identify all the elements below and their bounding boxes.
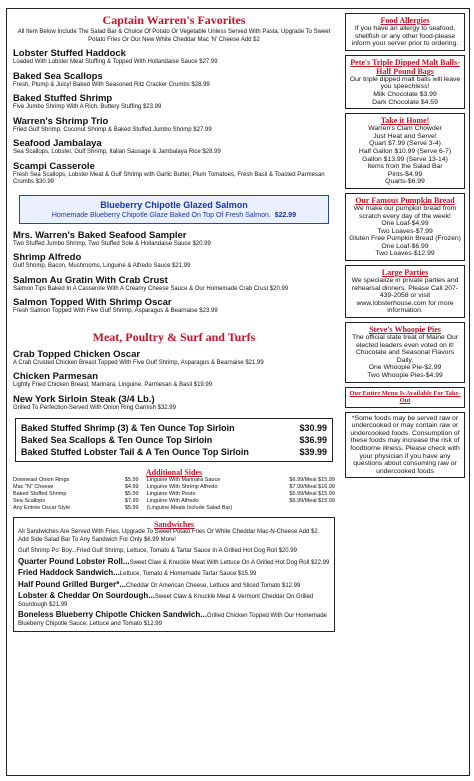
side-price: $5.99 xyxy=(124,477,139,483)
side-name: Downeast Onion Rings xyxy=(13,477,70,483)
sandwich-item xyxy=(18,581,330,591)
menu-item xyxy=(13,275,335,294)
side-name: Sea Scallops xyxy=(13,498,46,504)
allergies-text: If you have an allergy to seafood, shellfish or any other food-please inform your server prior to ordering. xyxy=(351,25,459,48)
menu-item-desc: Sea Scallops, Lobster, Gulf Shrimp, Italian Sausage & Jambalaya Rice $28.99 xyxy=(13,149,221,155)
menu-item-name: Baked Stuffed Shrimp xyxy=(13,93,113,104)
menu-item xyxy=(13,71,335,90)
menu-item-name: Crab Topped Chicken Oscar xyxy=(13,348,141,360)
info-line: Warren's Clam Chowder xyxy=(368,125,442,133)
special-title: Blueberry Chipotle Glazed Salmon xyxy=(100,199,248,210)
menu-item-desc: Gulf Shrimp, Bacon, Mushrooms, Linguine & Alfredo Sauce $21.99 xyxy=(13,263,191,269)
parties-title: Large Parties xyxy=(381,268,429,278)
side-row xyxy=(147,484,335,491)
info-line: Just Heat and Serve! xyxy=(373,132,437,140)
menu-item xyxy=(13,93,335,112)
menu-item xyxy=(13,161,335,187)
menu-item-desc: A Crab Crusted Chicken Breast Topped With Five Gulf Shrimp, Asparagus & Bearnaise $21.99 xyxy=(13,359,264,366)
menu-item-desc: Fresh Salmon Topped With Five Gulf Shrimp, Asparagus & Bearnaise $23.99 xyxy=(13,308,218,314)
malt-title: Pete's Triple Dipped Malt Balls-Half Pound Bags xyxy=(350,57,460,76)
sandwich-item xyxy=(18,592,330,609)
side-row xyxy=(147,505,335,512)
whoopie-title: Steve's Whoopie Pies xyxy=(369,325,441,335)
sandwich-desc: Sweet Claw & Knuckle Meat & Vermont Cheddar On Grilled Sourdough $21.99 xyxy=(18,594,314,608)
side-name: Linguine With Pesto xyxy=(146,491,196,497)
sandwich-item xyxy=(18,546,330,556)
allergies-title: Food Allergies xyxy=(380,16,430,25)
side-row xyxy=(13,498,139,505)
combo-price: $36.99 xyxy=(299,435,327,445)
whoopie-box xyxy=(345,322,465,383)
sandwich-name: Quarter Pound Lobster Roll... xyxy=(18,556,130,566)
info-line: We make our pumpkin bread from scratch every day of the week! xyxy=(353,204,457,220)
special-salmon-box xyxy=(19,195,329,224)
side-name: Linguine With Shrimp Alfredo xyxy=(146,484,218,490)
combo-name: Baked Stuffed Lobster Tail & A Ten Ounce Top Sirloin xyxy=(21,447,249,457)
malt-box xyxy=(345,55,465,109)
info-line: Pints-$4.99 xyxy=(387,170,423,178)
pumpkin-lines xyxy=(349,205,461,258)
whoopie-text: The official state treat of Maine Our elected leaders even voted on it! Chocolate and Seasonal Flavors Daily. xyxy=(351,334,459,364)
sides-right xyxy=(147,477,335,512)
combo-row xyxy=(21,446,327,458)
side-price: $6.99/Meal $15.99 xyxy=(289,477,335,483)
menu-item-name: Mrs. Warren's Baked Seafood Sampler xyxy=(13,229,187,241)
whoopie-lines xyxy=(349,364,461,379)
captain-title: Captain Warren's Favorites xyxy=(102,13,246,27)
side-name: Baked Stuffed Shrimp xyxy=(13,491,67,497)
side-row xyxy=(13,491,139,498)
side-row xyxy=(147,491,335,498)
pumpkin-box xyxy=(345,193,465,261)
sides-list xyxy=(13,477,335,512)
combo-price: $39.99 xyxy=(299,447,327,457)
malt-lines xyxy=(349,91,461,106)
menu-item xyxy=(13,230,335,249)
sandwich-name: Fried Haddock Sandwich... xyxy=(18,568,120,577)
captain-items xyxy=(13,48,335,187)
side-row xyxy=(13,477,139,484)
side-price: $4.99 xyxy=(124,484,139,490)
side-price: $6.99/Meal $15.99 xyxy=(289,498,335,504)
combo-name: Baked Stuffed Shrimp (3) & Ten Ounce Top Sirloin xyxy=(21,423,235,433)
sandwich-desc: Lettuce, Tomato & Homemade Tartar Sauce $15.99 xyxy=(119,571,257,577)
special-price: $22.99 xyxy=(274,211,297,219)
sandwich-items xyxy=(18,546,330,628)
parties-box xyxy=(345,265,465,318)
side-row xyxy=(147,477,335,484)
side-name: Linguine With Marinara Sauce xyxy=(146,477,221,483)
info-line: Half Gallon $10.99 (Serve 6-7) xyxy=(358,147,452,155)
combo-row xyxy=(21,434,327,446)
sandwich-name: Boneless Blueberry Chipotle Chicken Sandwich... xyxy=(18,610,207,619)
menu-item-name: Lobster Stuffed Haddock xyxy=(13,48,126,59)
warning-box xyxy=(345,412,465,479)
sandwich-name: Lobster & Cheddar On Sourdough... xyxy=(18,591,155,600)
menu-item-name: Warren's Shrimp Trio xyxy=(13,115,109,127)
sandwich-intro: All Sandwiches Are Served With Fries. Upgrade To Sweet Potato Fries Or White Cheddar Mac-N-Cheese Add $2. Add Side Salad Bar To Any Sandwich For Only $6.99 More! xyxy=(18,529,320,543)
menu-item-name: Salmon Au Gratin With Crab Crust xyxy=(13,274,168,286)
takeout-box xyxy=(345,387,465,408)
takehome-box xyxy=(345,113,465,189)
menu-page xyxy=(6,8,470,776)
side-name: Mac "N" Cheese xyxy=(13,484,54,490)
sandwich-title: Sandwiches xyxy=(153,520,194,529)
takehome-title: Take it Home! xyxy=(380,116,430,126)
info-line: Quarts-$6.99 xyxy=(385,178,425,186)
menu-item-desc: Grilled To Perfection-Served With Onion Ring Garnish $32.99 xyxy=(13,404,176,411)
side-price: $7.99/Meal $16.99 xyxy=(289,484,335,490)
menu-item xyxy=(13,297,335,316)
menu-item xyxy=(13,252,335,271)
captain-items-2 xyxy=(13,230,335,316)
info-line: One Whoopie Pie-$2.99 xyxy=(368,364,442,372)
sides-left xyxy=(13,477,139,512)
menu-item xyxy=(13,371,335,390)
parties-text: We specialize in private parties and rehearsal dinners. Please Call 207-439-2058 or visit www.lobsterhouse.com for more information. xyxy=(351,277,459,315)
combo-row xyxy=(21,422,327,434)
sandwich-item xyxy=(18,569,330,579)
side-row xyxy=(147,498,335,505)
menu-item-name: New York Sirloin Steak (3/4 Lb.) xyxy=(13,393,155,405)
menu-item-desc: Fresh Sea Scallops, Lobster Meat & Gulf Shrimp with Garlic Butter, Plum Tomatoes, Fresh Basil & Toasted Parmesan Crumbs $30.99 xyxy=(13,171,325,185)
info-line: Dark Chocolate $4.59 xyxy=(372,98,438,106)
side-name: (Linguine Meals Include Salad Bar) xyxy=(146,505,233,511)
malt-text: Our triple dipped malt balls will leave you speechless! xyxy=(349,75,461,91)
info-line: Items from the Salad Bar xyxy=(367,163,443,171)
menu-item-name: Baked Sea Scallops xyxy=(13,70,103,82)
sidebar xyxy=(345,13,465,482)
sandwich-item xyxy=(18,611,330,628)
sides-title: Additional Sides xyxy=(145,468,203,477)
menu-item xyxy=(13,394,335,413)
menu-item xyxy=(13,138,335,157)
info-line: Gluten Free Pumpkin Bread (Frozen) xyxy=(349,235,461,243)
meat-items xyxy=(13,349,335,413)
main-column xyxy=(13,13,335,632)
combo-name: Baked Sea Scallops & Ten Ounce Top Sirloin xyxy=(21,435,213,445)
takeout-title: Our Entire Menu Is Available For Take-Out xyxy=(349,389,461,405)
side-name: Any Entrée Oscar Style xyxy=(13,505,71,511)
menu-item xyxy=(13,116,335,135)
sandwich-desc: Gulf Shrimp Po' Boy...Fried Gulf Shrimp, Lettuce, Tomato & Tartar Sauce In A Grilled Hot Dog Roll $20.99 xyxy=(18,548,297,554)
side-row xyxy=(13,505,139,512)
sandwich-box xyxy=(13,517,335,632)
info-line: Two Loaves-$12.99 xyxy=(375,250,435,258)
menu-item-desc: Five Jumbo Shrimp With A Rich, Buttery Stuffing $23.99 xyxy=(13,104,162,110)
sandwich-item xyxy=(18,558,330,568)
side-row xyxy=(13,484,139,491)
menu-item-desc: Loaded With Lobster Meat Stuffing & Topped With Hollandaise Sauce $27.99 xyxy=(13,59,218,65)
pumpkin-title: Our Famous Pumpkin Bread xyxy=(355,195,455,205)
side-name: Linguine With Alfredo xyxy=(146,498,199,504)
combo-price: $30.99 xyxy=(299,423,327,433)
menu-item xyxy=(13,48,335,67)
sandwich-desc: Cheddar Or American Cheese, Lettuce and Sliced Tomato $12.99 xyxy=(126,582,301,589)
side-price: $5.99 xyxy=(124,491,139,497)
allergies-box xyxy=(345,13,465,51)
sandwich-desc: Sweet Claw & Knuckle Meat With Lettuce On A Grilled Hot Dog Roll $22.99 xyxy=(129,559,330,566)
info-line: Quart $7.99 (Serve 3-4) xyxy=(369,140,441,148)
warning-text: *Some foods may be served raw or undercooked or may contain raw or undercooked foods. Consumption of these foods may increase the risk of foodborne illness. Please check with your physician if you have any questions about consuming raw or undercooked foods xyxy=(350,414,460,475)
info-line: Gallon $13.99 (Serve 13-14) xyxy=(362,155,448,163)
menu-item-desc: Salmon Tips Baked In A Casserole With A Creamy Cheese Sauce & Our Homemade Crab Crust $20.99 xyxy=(13,285,289,292)
menu-item-desc: Lightly Fried Chicken Breast, Marinara, Linguine, Parmesan & Basil $19.99 xyxy=(13,382,213,388)
menu-item-name: Shrimp Alfredo xyxy=(13,252,82,263)
surf-turf-box xyxy=(15,418,333,462)
captain-intro: All Item Below Include The Salad Bar & Choice Of Potato Or Vegetable Unless Served With Pasta. Upgrade To Sweet Potato Fries Or Our New White Cheddar Mac 'N' Cheese Add $2 xyxy=(17,29,331,43)
menu-item-desc: Fried Gulf Shrimp, Coconut Shrimp & Baked Stuffed Jumbo Shrimp $27.99 xyxy=(13,126,212,133)
menu-item-name: Seafood Jambalaya xyxy=(13,138,102,149)
info-line: Two Loaves-$7.99 xyxy=(377,227,433,235)
info-line: One Loaf-$4.99 xyxy=(381,220,429,228)
menu-item-name: Scampi Casserole xyxy=(13,160,95,172)
menu-item-name: Chicken Parmesan xyxy=(13,371,99,382)
menu-item-desc: Two Stuffed Jumbo Shrimp, Two Stuffed Sole & Hollandaise Sauce $20.99 xyxy=(13,240,211,247)
side-price: $5.99 xyxy=(124,505,139,511)
combo-rows xyxy=(21,422,327,458)
takehome-lines xyxy=(349,125,461,186)
sandwich-name: Half Pound Grilled Burger*... xyxy=(18,579,127,589)
meat-title: Meat, Poultry & Surf and Turfs xyxy=(92,329,256,344)
menu-item xyxy=(13,349,335,368)
special-desc: Homemade Blueberry Chipotle Glaze Baked On Top Of Fresh Salmon. $22.99 xyxy=(51,211,297,219)
side-price: $6.99/Meal $15.99 xyxy=(289,491,335,497)
sandwich-desc: Grilled Chicken Topped With Our Homemade Blueberry Chipotle Sauce, Lettuce and Tomato $12.99 xyxy=(18,613,327,627)
side-price: $7.99 xyxy=(124,498,139,504)
info-line: Milk Chocolate $3.99 xyxy=(373,90,437,98)
menu-item-name: Salmon Topped With Shrimp Oscar xyxy=(13,297,172,308)
info-line: One Loaf-$6.99 xyxy=(381,242,429,250)
menu-item-desc: Fresh, Plump & Juicy! Baked With Seasoned Ritz Cracker Crumbs $28.99 xyxy=(13,81,210,88)
info-line: Two Whoopie Pies-$4.99 xyxy=(367,372,443,379)
